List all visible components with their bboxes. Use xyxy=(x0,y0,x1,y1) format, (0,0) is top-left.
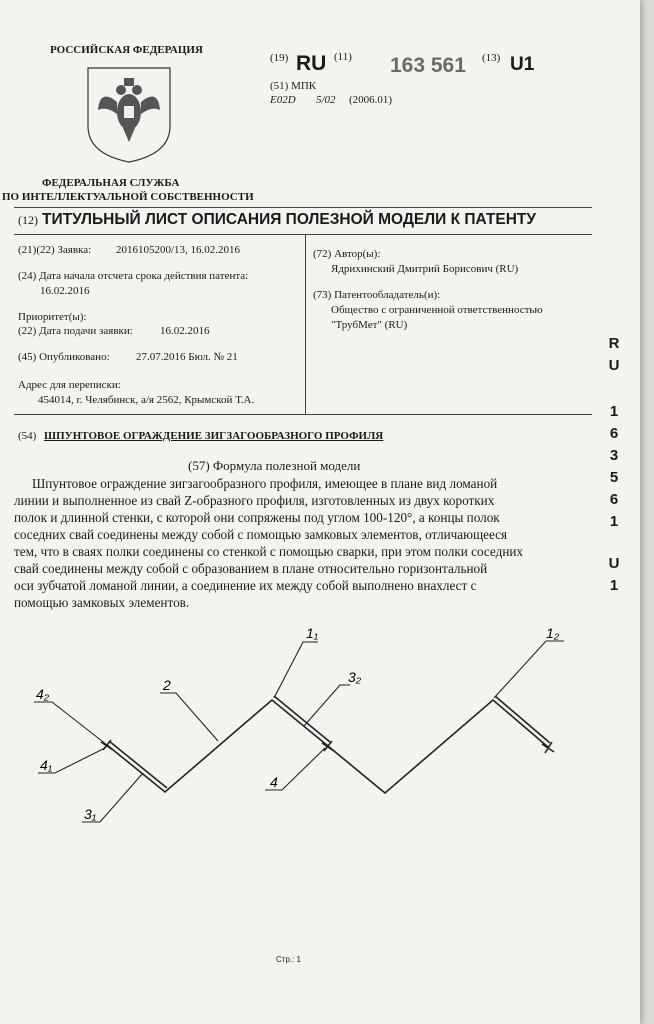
page-number: Стр.: 1 xyxy=(276,955,302,964)
coat-of-arms-emblem xyxy=(86,66,172,164)
drawing-label: 2 xyxy=(163,677,171,693)
side-char: 5 xyxy=(609,469,619,486)
owner-value-line1: Общество с ограниченной ответственностью xyxy=(331,304,543,316)
zigzag-sheet-pile-drawing xyxy=(0,610,600,840)
kind-code: U1 xyxy=(510,54,535,75)
divider xyxy=(14,414,592,415)
author-value: Ядрихинский Дмитрий Борисович (RU) xyxy=(331,263,519,275)
model-title-code: (54) xyxy=(18,430,37,442)
pile-flange xyxy=(274,696,330,742)
filing-label: (22) Дата подачи заявки: xyxy=(18,325,133,337)
formula-line: помощью замковых элементов. xyxy=(14,595,190,610)
agency-name-line2: ПО ИНТЕЛЛЕКТУАЛЬНОЙ СОБСТВЕННОСТИ xyxy=(2,191,254,203)
formula-line: линии и выполненное из свай Z-образного профиля, изготовленных из двух коротких xyxy=(14,493,495,508)
side-char: 1 xyxy=(609,513,619,530)
code-13: (13) xyxy=(482,52,501,64)
owner-value-line2: "ТрубМет" (RU) xyxy=(331,319,408,331)
side-char: U xyxy=(608,555,620,572)
side-char: 6 xyxy=(609,491,619,508)
country-name: РОССИЙСКАЯ ФЕДЕРАЦИЯ xyxy=(50,44,203,56)
published-value: 27.07.2016 Бюл. № 21 xyxy=(136,351,238,363)
side-char: U xyxy=(608,357,620,374)
country-code: RU xyxy=(296,52,327,75)
formula-line: соседних свай соединены между собой с помощью замковых элементов, отличающееся xyxy=(14,527,508,542)
formula-line: свай соединены между собой с образованием в плане относительно горизонтальной xyxy=(14,561,488,576)
filing-value: 16.02.2016 xyxy=(160,325,210,337)
divider xyxy=(14,234,592,235)
ipc-class: E02D xyxy=(270,94,296,106)
column-divider xyxy=(305,234,306,414)
code-11: (11) xyxy=(334,51,352,63)
drawing-label: 4 xyxy=(270,774,278,790)
term-value: 16.02.2016 xyxy=(40,285,90,297)
leader-line xyxy=(274,642,318,698)
term-label: (24) Дата начала отсчета срока действия патента: xyxy=(18,270,249,282)
side-char: R xyxy=(608,335,620,352)
side-char: 1 xyxy=(609,577,619,594)
ipc-version: (2006.01) xyxy=(349,94,393,106)
code-19: (19) xyxy=(270,52,289,64)
address-value: 454014, г. Челябинск, а/я 2562, Крымской Т.А. xyxy=(38,394,255,406)
owner-label: (73) Патентообладатель(и): xyxy=(313,289,441,301)
title-code: (12) xyxy=(18,213,38,227)
formula-line: тем, что в сваях полки соединены со стенкой с помощью сварки, при этом полки соседних xyxy=(14,544,524,559)
side-code-ru xyxy=(604,336,624,380)
leader-line xyxy=(34,702,107,745)
side-code-kind xyxy=(604,556,624,600)
side-char: 3 xyxy=(609,447,619,464)
drawing-label: 1₁ xyxy=(306,625,319,641)
model-title: ШПУНТОВОЕ ОГРАЖДЕНИЕ ЗИГЗАГООБРАЗНОГО ПРОФИЛЯ xyxy=(44,430,384,442)
patent-number: 163 561 xyxy=(390,54,466,77)
document-title: ТИТУЛЬНЫЙ ЛИСТ ОПИСАНИЯ ПОЛЕЗНОЙ МОДЕЛИ К ПАТЕНТУ xyxy=(42,211,537,228)
agency-name-line1: ФЕДЕРАЛЬНАЯ СЛУЖБА xyxy=(42,177,180,189)
published-label: (45) Опубликовано: xyxy=(18,351,110,363)
drawing-label: 3₁ xyxy=(84,806,97,822)
leader-line xyxy=(304,685,350,726)
formula-heading: (57) Формула полезной модели xyxy=(188,458,361,473)
leader-line xyxy=(160,693,218,741)
drawing-label: 3₂ xyxy=(348,669,362,685)
application-value: 2016105200/13, 16.02.2016 xyxy=(116,244,241,256)
ipc-label: (51) МПК xyxy=(270,80,317,92)
priority-label: Приоритет(ы): xyxy=(18,311,87,323)
drawing-label: 4₁ xyxy=(40,757,53,773)
application-label: (21)(22) Заявка: xyxy=(18,244,92,256)
leader-line xyxy=(494,641,564,698)
formula-line: полок и длинной стенки, с которой они сопряжены под углом 100-120°, а концы полок xyxy=(14,510,500,525)
formula-line: Шпунтовое ограждение зигзагообразного профиля, имеющее в плане вид ломаной xyxy=(32,476,498,491)
address-label: Адрес для переписки: xyxy=(18,379,121,391)
divider xyxy=(14,207,592,208)
side-code-number xyxy=(604,404,624,536)
author-label: (72) Автор(ы): xyxy=(313,248,381,260)
ipc-group: 5/02 xyxy=(316,94,336,106)
side-char: 1 xyxy=(609,403,619,420)
side-char: 6 xyxy=(609,425,619,442)
pile-flange xyxy=(495,696,550,743)
pile-flange xyxy=(109,741,167,788)
drawing-label: 4₂ xyxy=(36,686,50,702)
formula-line: оси зубчатой ломаной линии, а соединение их между собой выполнено внахлест с xyxy=(14,578,477,593)
drawing-label: 1₂ xyxy=(546,625,560,641)
